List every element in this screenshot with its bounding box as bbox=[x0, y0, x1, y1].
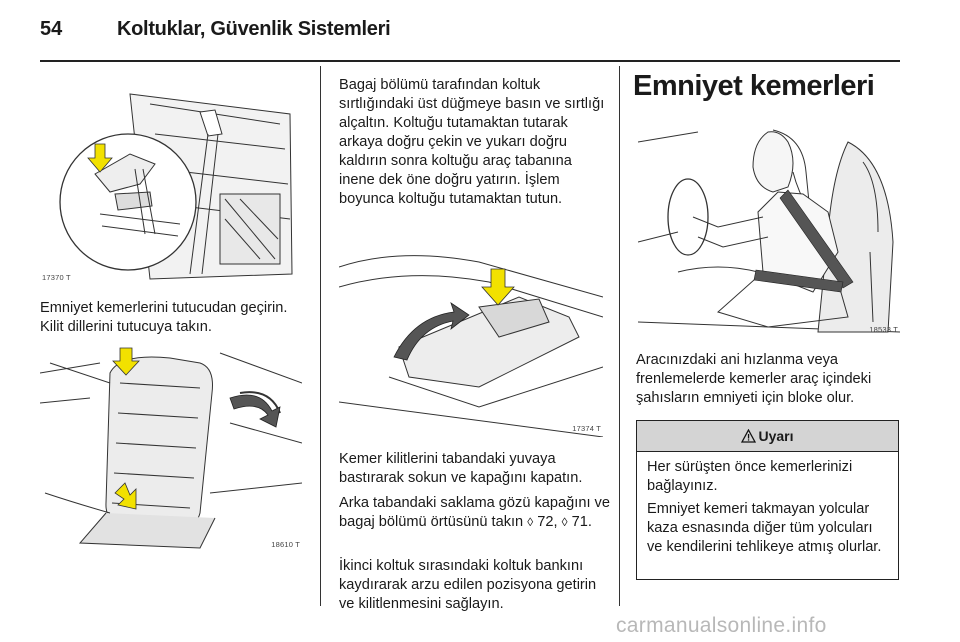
warning-title: Uyarı bbox=[758, 428, 794, 444]
belt-holder-illustration bbox=[40, 74, 302, 284]
col2-paragraph-3 bbox=[339, 494, 611, 532]
seat-back-illustration bbox=[40, 343, 302, 555]
floor-cover-illustration bbox=[339, 227, 603, 437]
column-divider-1 bbox=[320, 66, 321, 606]
figure-driver-belt bbox=[638, 122, 900, 340]
col1-paragraph-1: Emniyet kemerlerini tutucudan geçirin. Kilit dillerini tutucuya takın. bbox=[40, 300, 288, 335]
page-ref-icon: ◊ bbox=[527, 515, 534, 529]
watermark: carmanualsonline.info bbox=[616, 614, 827, 637]
figure-floor-cover bbox=[339, 227, 603, 437]
warning-paragraph-2: Emniyet kemeri takmayan yolcular kaza esnasında diğer tüm yolcuları ve kendilerini tehlikeye atmış olurlar. bbox=[647, 501, 882, 555]
col2-paragraph-1: Bagaj bölümü tarafından koltuk sırtlığındaki üst düğmeye basın ve sırtlığı alçaltın. Koltuğu tutamaktan tutarak arkaya doğru çekin ve yukarı doğru kaldırın sonra koltuğu araç tabanına inene dek öne doğru yatırın. İşlem boyunca koltuğu tutamaktan tutun. bbox=[339, 77, 605, 207]
page-header bbox=[40, 18, 900, 48]
warning-header bbox=[637, 421, 898, 452]
page-ref-icon: ◊ bbox=[561, 515, 568, 529]
figure-code: 17370 T bbox=[42, 273, 71, 282]
page-ref-link[interactable]: 71. bbox=[571, 514, 592, 530]
section-title: Emniyet kemerleri bbox=[633, 70, 875, 102]
figure-seat-back bbox=[40, 343, 302, 555]
figure-code: 17374 T bbox=[572, 424, 601, 433]
page-number: 54 bbox=[40, 18, 63, 40]
warning-triangle-icon bbox=[741, 429, 756, 443]
warning-paragraph-1: Her sürüşten önce kemerlerinizi bağlayınız. bbox=[647, 459, 853, 494]
header-rule bbox=[40, 60, 900, 62]
figure-code: 18610 T bbox=[271, 540, 300, 549]
page-ref-link[interactable]: 72, bbox=[537, 514, 558, 530]
driver-belt-illustration bbox=[638, 122, 900, 340]
figure-belt-holder bbox=[40, 74, 302, 284]
column-divider-2 bbox=[619, 66, 620, 606]
warning-body bbox=[637, 452, 898, 557]
warning-box bbox=[636, 420, 899, 580]
col2-paragraph-2: Kemer kilitlerini tabandaki yuvaya bastırarak sokun ve kapağını kapatın. bbox=[339, 451, 583, 486]
col2-paragraph-3-text: Arka tabandaki saklama gözü kapağını ve bagaj bölümü örtüsünü takın bbox=[339, 495, 610, 530]
figure-code: 18533 T bbox=[869, 325, 898, 334]
page-title: Koltuklar, Güvenlik Sistemleri bbox=[117, 18, 391, 40]
col2-paragraph-4: İkinci koltuk sırasındaki koltuk bankını kaydırarak arzu edilen pozisyona getirin ve kilitlenmesini sağlayın. bbox=[339, 558, 597, 612]
yellow-arrow-icon bbox=[482, 269, 514, 305]
col3-paragraph-1: Aracınızdaki ani hızlanma veya frenlemelerde kemerler araç içindeki şahısların emniyeti için bloke olur. bbox=[636, 352, 872, 406]
